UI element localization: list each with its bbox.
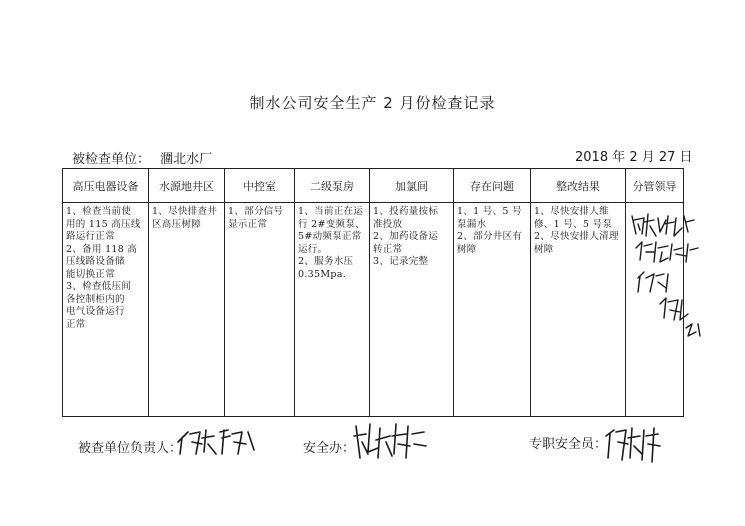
safety-office-signature bbox=[352, 418, 430, 464]
cell-text: 电气设备运行 bbox=[66, 306, 125, 317]
cell-text: 2、加药设备运 bbox=[373, 231, 439, 242]
cell-issues bbox=[454, 203, 531, 417]
cell-text: 显示正常 bbox=[228, 218, 268, 230]
cell-text: 3、记录完整 bbox=[373, 256, 429, 267]
cell-text: 区高压树障 bbox=[152, 218, 202, 230]
inspected-unit-value: 潿北水厂 bbox=[160, 152, 213, 167]
safety-officer-signature bbox=[604, 422, 668, 464]
cell-text: 0.35Mpa. bbox=[298, 268, 347, 280]
cell-text: 树障 bbox=[534, 243, 554, 255]
header-control-room: 中控室 bbox=[225, 169, 295, 203]
cell-text: 转正常 bbox=[373, 243, 403, 255]
cell-text: 2、尽快安排人清理 bbox=[534, 231, 619, 242]
inspection-date: 2018 年 2 月 27 日 bbox=[575, 150, 693, 165]
cell-text: 行 2#变频泵、 bbox=[298, 218, 365, 230]
cell-text: 压线路设备储 bbox=[66, 256, 125, 267]
inspected-unit bbox=[72, 148, 218, 167]
page-title: 制水公司安全生产 2 月份检查记录 bbox=[249, 94, 496, 112]
header-high-voltage: 高压电器设备 bbox=[63, 169, 149, 203]
cell-control-room bbox=[225, 203, 295, 417]
cell-pump-room bbox=[295, 203, 370, 417]
cell-well-area bbox=[149, 203, 225, 417]
cell-text: 3、检查低压间 bbox=[66, 281, 132, 292]
inspected-unit-label: 被检查单位： bbox=[72, 152, 151, 167]
cell-text: 5#动频泵正常 bbox=[298, 231, 362, 242]
cell-text: 1、检查当前使 bbox=[66, 206, 132, 217]
safety-office-label: 安全办： bbox=[303, 441, 356, 456]
cell-chlorination bbox=[370, 203, 454, 417]
cell-text: 正常 bbox=[66, 318, 86, 330]
table-header-row bbox=[63, 169, 684, 203]
cell-text: 2、服务水压 bbox=[298, 256, 354, 267]
header-chlorination: 加氯间 bbox=[370, 169, 454, 203]
header-leader: 分管领导 bbox=[626, 169, 684, 203]
cell-text: 1、尽快排查井 bbox=[152, 206, 218, 217]
handwritten-signature-image bbox=[630, 208, 710, 358]
responsible-person-signature bbox=[176, 424, 258, 458]
cell-text: 泵漏水 bbox=[457, 218, 487, 230]
header-issues: 存在问题 bbox=[454, 169, 531, 203]
safety-officer-label: 专职安全员： bbox=[529, 437, 608, 452]
cell-text: 运行。 bbox=[298, 243, 328, 255]
cell-text: 能切换正常 bbox=[66, 268, 116, 280]
inspection-table bbox=[62, 168, 684, 417]
cell-text: 各控制柜内的 bbox=[66, 293, 125, 305]
cell-text: 修、1 号、5 号泵 bbox=[534, 218, 613, 230]
cell-text: 1、1 号、5 号 bbox=[457, 206, 522, 217]
cell-text: 1、尽快安排人维 bbox=[534, 206, 609, 217]
cell-high-voltage bbox=[63, 203, 149, 417]
cell-text: 1、投药量按标 bbox=[373, 206, 439, 217]
cell-rectification bbox=[531, 203, 626, 417]
cell-text: 2、备用 118 高 bbox=[66, 243, 138, 255]
cell-text: 1、当前正在运 bbox=[298, 206, 364, 217]
cell-text: 2、部分井区有 bbox=[457, 231, 523, 242]
table-row bbox=[63, 203, 684, 417]
cell-text: 1、部分信号 bbox=[228, 206, 284, 217]
header-rectification: 整改结果 bbox=[531, 169, 626, 203]
leader-signatures bbox=[630, 208, 710, 358]
cell-text: 准投放 bbox=[373, 218, 403, 230]
cell-text: 树障 bbox=[457, 243, 477, 255]
cell-text: 用的 115 高压线 bbox=[66, 218, 141, 230]
header-well-area: 水源地井区 bbox=[149, 169, 225, 203]
responsible-person-label: 被查单位负责人： bbox=[78, 441, 183, 456]
cell-text: 路运行正常 bbox=[66, 231, 116, 242]
header-pump-room: 二级泵房 bbox=[295, 169, 370, 203]
